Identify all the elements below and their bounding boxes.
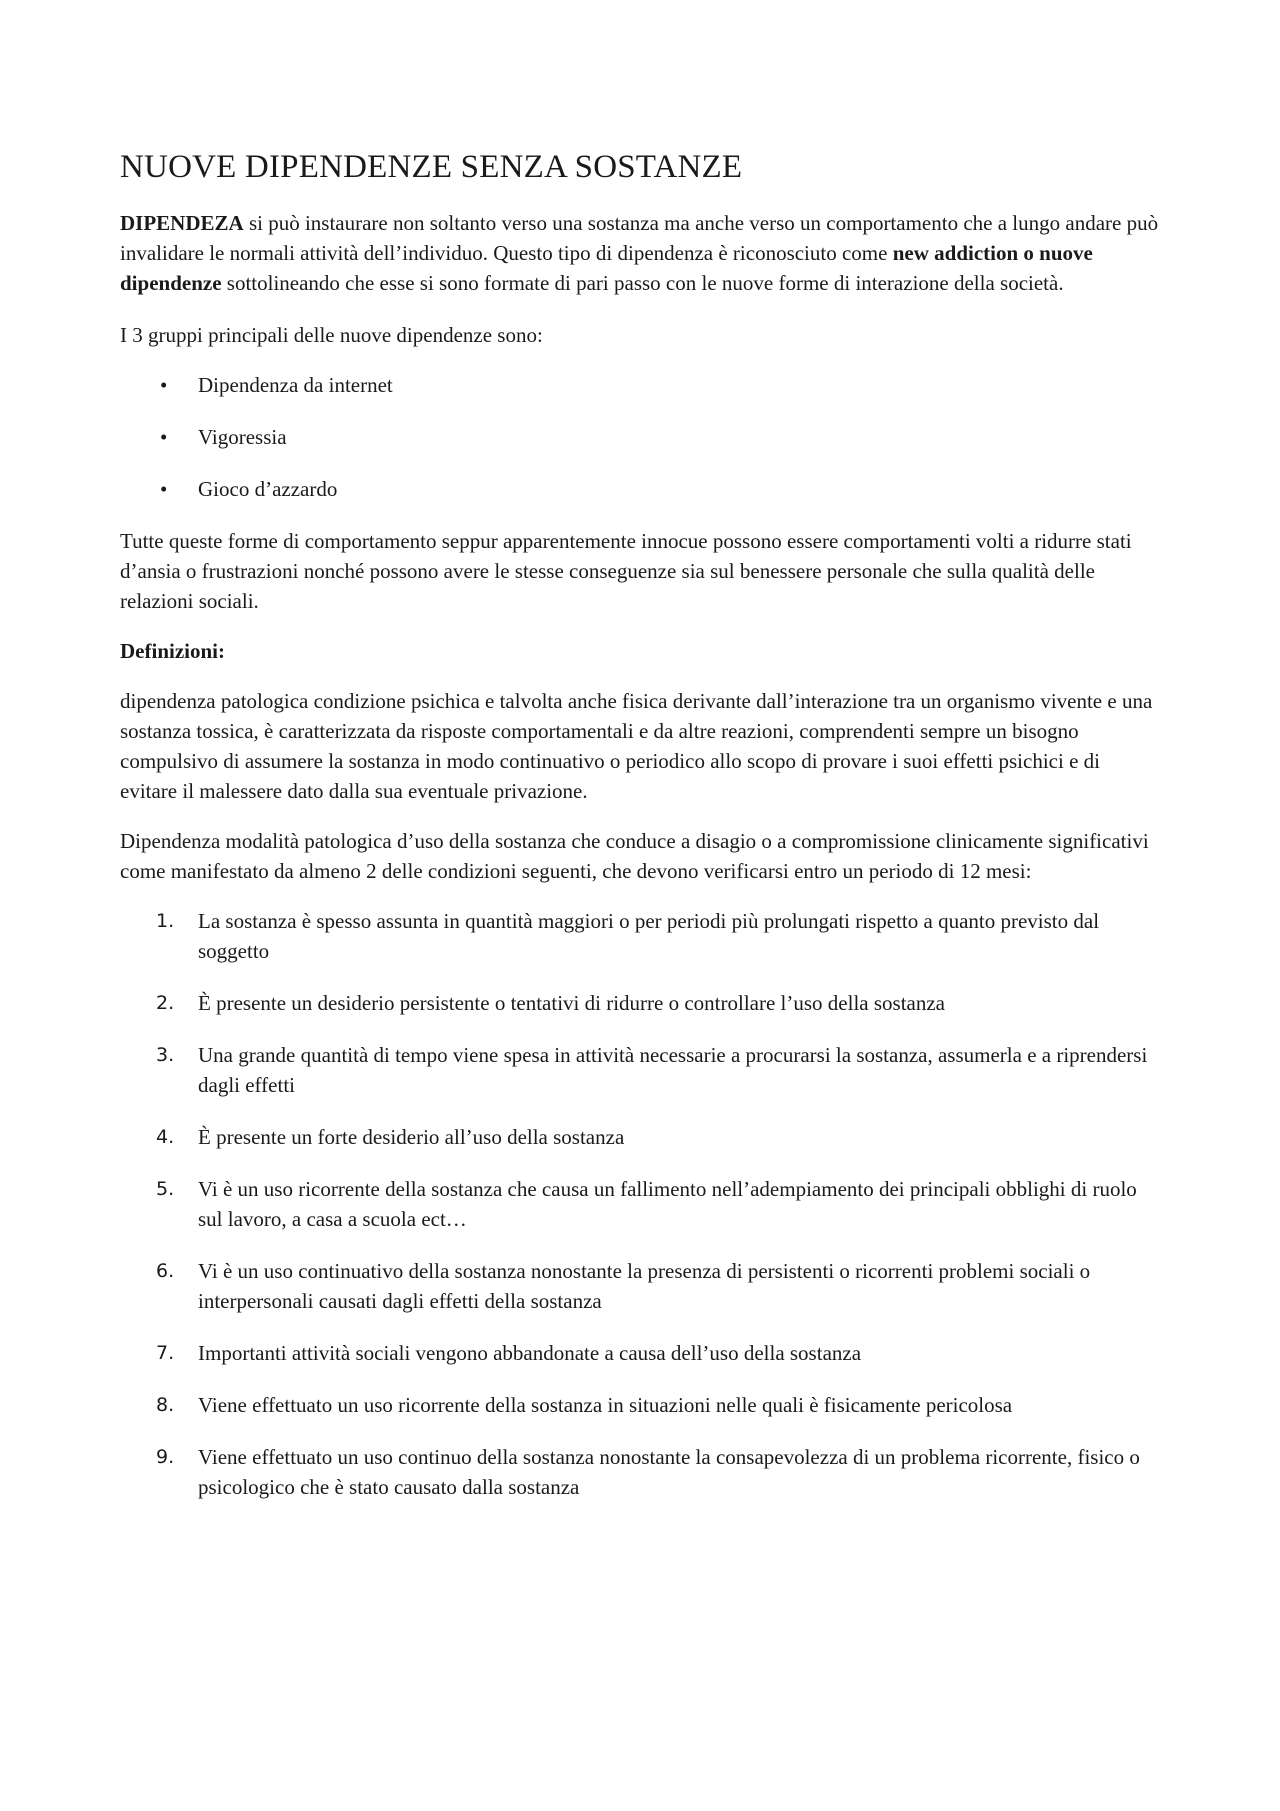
document-page (120, 148, 1160, 1524)
consequences-paragraph: Tutte queste forme di comportamento seppur apparentemente innocue possono essere comportamenti volti a ridurre stati d’ansia o frustrazioni nonché possono avere le stesse conseguenze sia sul benessere personale che sulla qualità delle relazioni sociali. (120, 528, 1132, 613)
criterion-text: Vi è un uso ricorrente della sostanza che causa un fallimento nell’adempiamento dei principali obblighi di ruolo sul lavoro, a casa a scuola ect… (198, 1176, 1137, 1231)
list-item (120, 1122, 1160, 1152)
criterion-text: È presente un desiderio persistente o tentativi di ridurre o controllare l’uso della sostanza (198, 990, 946, 1015)
list-item (120, 1390, 1160, 1420)
group-item-text: Gioco d’azzardo (198, 476, 338, 501)
intro-paragraph (120, 208, 1160, 298)
criterion-text: Vi è un uso continuativo della sostanza nonostante la presenza di persistenti o ricorrenti problemi sociali o interpersonali causati dagli effetti della sostanza (198, 1258, 1091, 1313)
list-item (120, 370, 1160, 400)
list-item (120, 1256, 1160, 1316)
groups-heading: I 3 gruppi principali delle nuove dipendenze sono: (120, 322, 543, 347)
criterion-number: 4. (156, 1125, 175, 1148)
definition-2-paragraph: Dipendenza modalità patologica d’uso della sostanza che conduce a disagio o a compromissione clinicamente significativi come manifestato da almeno 2 delle condizioni seguenti, che devono verificarsi entro un periodo di 12 mesi: (120, 828, 1149, 883)
criterion-text: Viene effettuato un uso continuo della sostanza nonostante la consapevolezza di un problema ricorrente, fisico o psicologico che è stato causato dalla sostanza (198, 1444, 1140, 1499)
criterion-text: Viene effettuato un uso ricorrente della sostanza in situazioni nelle quali è fisicamente pericolosa (198, 1392, 1013, 1417)
intro-text-1: si può instaurare non soltanto verso una sostanza ma anche verso un comportamento che a lungo andare può invalidare le normali attività dell’individuo. Questo tipo di dipendenza è riconosciuto come (120, 210, 1159, 265)
list-item (120, 422, 1160, 452)
intro-text-2: sottolineando che esse si sono formate di pari passo con le nuove forme di interazione della società. (221, 270, 1064, 295)
page-title: NUOVE DIPENDENZE SENZA SOSTANZE (120, 149, 743, 185)
criterion-text: È presente un forte desiderio all’uso della sostanza (198, 1124, 625, 1149)
list-item (120, 906, 1160, 966)
intro-bold-mid: new addiction o nuove dipendenze (120, 240, 1093, 295)
criterion-number: 6. (156, 1259, 175, 1282)
criterion-text: Importanti attività sociali vengono abbandonate a causa dell’uso della sostanza (198, 1340, 862, 1365)
list-item (120, 474, 1160, 504)
group-item-text: Vigoressia (198, 424, 287, 449)
criterion-text: La sostanza è spesso assunta in quantità maggiori o per periodi più prolungati rispetto a quanto previsto dal soggetto (198, 908, 1100, 963)
list-item (120, 1040, 1160, 1100)
criterion-number: 2. (156, 991, 175, 1014)
bullet-icon: • (160, 372, 168, 397)
list-item (120, 988, 1160, 1018)
definitions-heading-text: Definizioni: (120, 638, 225, 663)
bullet-icon: • (160, 476, 168, 501)
criterion-number: 7. (156, 1341, 175, 1364)
definitions-heading (120, 636, 1160, 666)
criterion-number: 9. (156, 1445, 175, 1468)
bullet-icon: • (160, 424, 168, 449)
list-item (120, 1338, 1160, 1368)
list-item (120, 1442, 1160, 1502)
groups-list (120, 370, 1160, 504)
intro-bold-lead: DIPENDEZA (120, 210, 244, 235)
criterion-number: 5. (156, 1177, 175, 1200)
criterion-text: Una grande quantità di tempo viene spesa in attività necessarie a procurarsi la sostanza, assumerla e a riprendersi dagli effetti (198, 1042, 1148, 1097)
group-item-text: Dipendenza da internet (198, 372, 393, 397)
definition-1-paragraph: dipendenza patologica condizione psichica e talvolta anche fisica derivante dall’interazione tra un organismo vivente e una sostanza tossica, è caratterizzata da risposte comportamentali e da altre reazioni, comprendenti sempre un bisogno compulsivo di assumere la sostanza in modo continuativo o periodico allo scopo di provare i suoi effetti psichici e di evitare il malessere dato dalla sua eventuale privazione. (120, 688, 1153, 803)
criteria-list (120, 906, 1160, 1502)
criterion-number: 3. (156, 1043, 175, 1066)
criterion-number: 1. (156, 909, 175, 932)
list-item (120, 1174, 1160, 1234)
criterion-number: 8. (156, 1393, 175, 1416)
